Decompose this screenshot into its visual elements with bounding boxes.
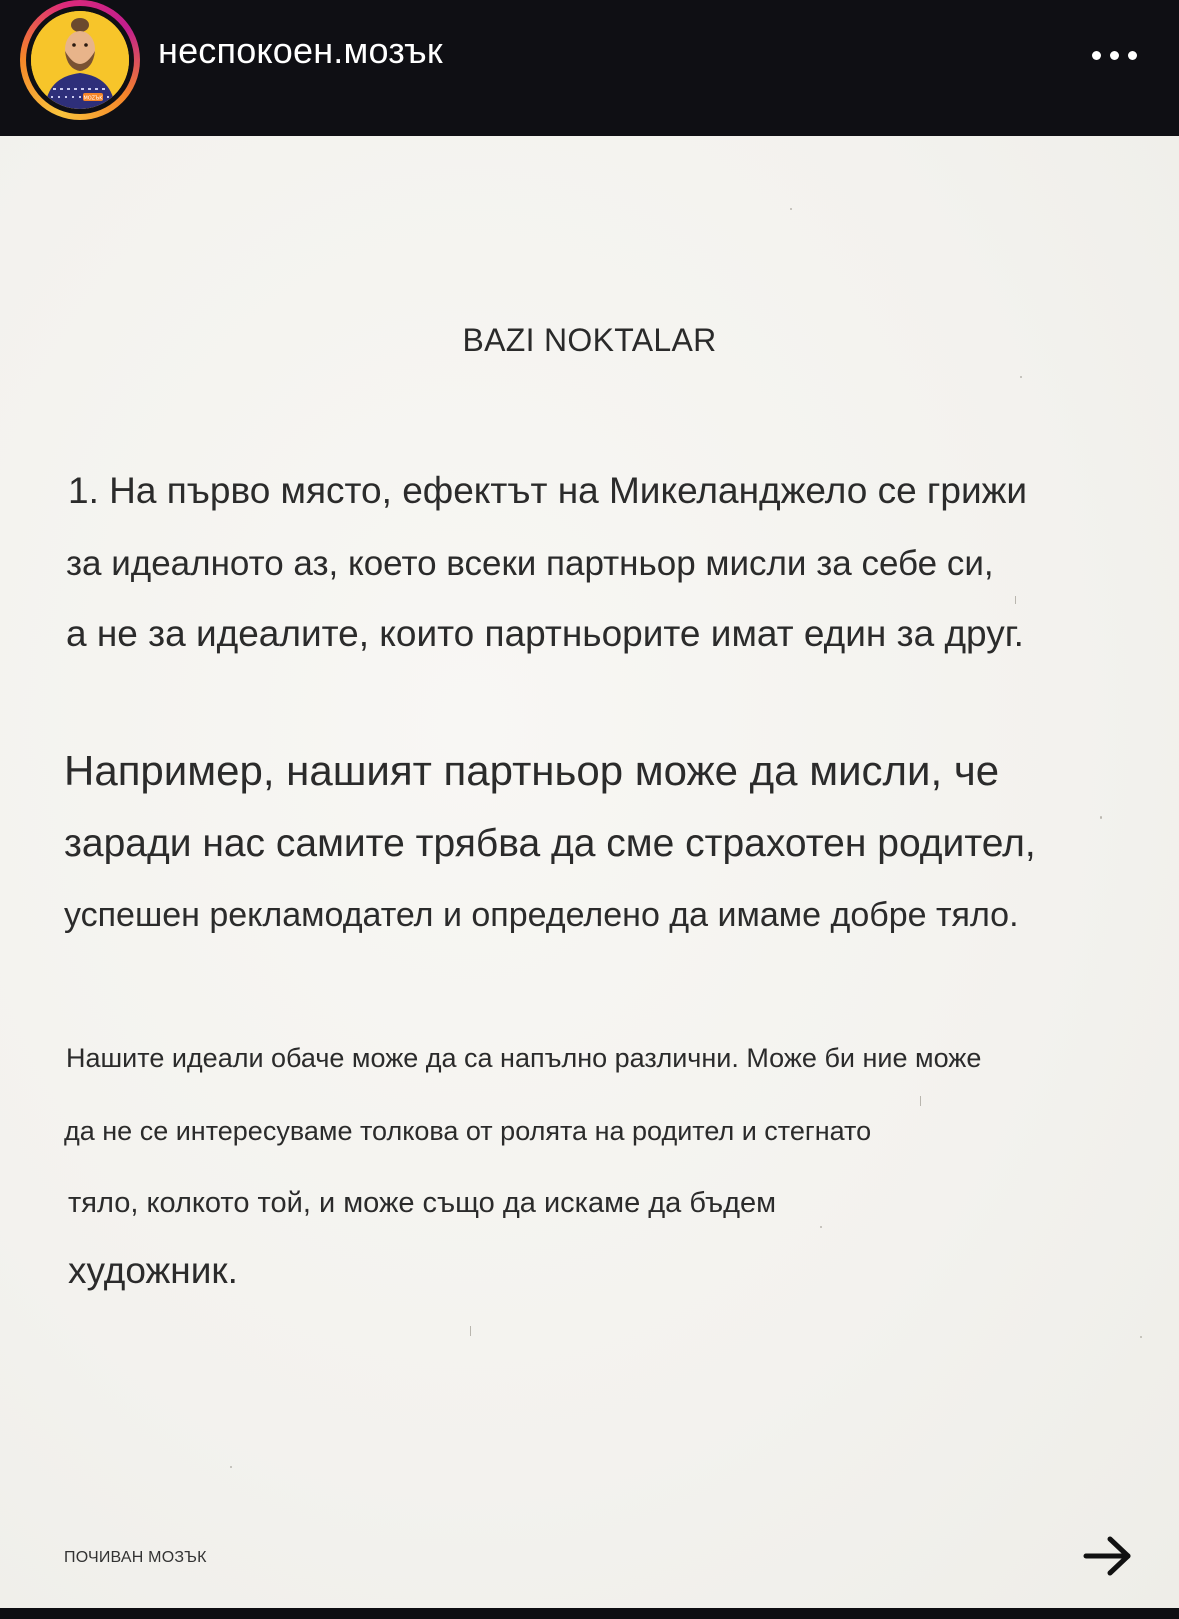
paragraph-1-line: а не за идеалите, които партньорите имат един за друг. — [66, 613, 1024, 654]
paragraph-3-line: художник. — [68, 1250, 238, 1291]
avatar[interactable] — [31, 11, 129, 109]
arrow-right-icon[interactable] — [1080, 1531, 1136, 1581]
avatar-illustration — [31, 11, 129, 109]
paragraph-1-line: 1. На първо място, ефектът на Микеланджело се грижи — [68, 470, 1028, 511]
bottom-edge — [0, 1608, 1179, 1619]
post-header — [0, 0, 1179, 136]
paper-texture — [790, 208, 792, 210]
svg-text:MOZЪK: MOZЪK — [83, 95, 103, 102]
paragraph-3-line: Нашите идеали обаче може да са напълно различни. Може би ние може — [66, 1043, 982, 1073]
post-title: BAZI NOKTALAR — [462, 322, 717, 358]
paragraph-2-line: Например, нашият партньор може да мисли, че — [64, 747, 1000, 794]
paragraph-2-line: успешен рекламодател и определено да имаме добре тяло. — [64, 896, 1019, 934]
paragraph-1-line: за идеалното аз, което всеки партньор мисли за себе си, — [66, 544, 994, 583]
story-ring[interactable] — [20, 0, 140, 120]
footer-label: ПОЧИВАН МОЗЪК — [64, 1549, 207, 1566]
paragraph-2-line: заради нас самите трябва да сме страхотен родител, — [64, 822, 1036, 865]
paragraph-3-line: да не се интересуваме толкова от ролята на родител и стегнато — [64, 1116, 872, 1146]
paragraph-3-line: тяло, колкото той, и може също да искаме да бъдем — [68, 1187, 777, 1219]
username[interactable]: неспокоен.мозък — [158, 30, 443, 71]
post-image — [0, 136, 1179, 1608]
more-dots-icon[interactable] — [1084, 40, 1144, 70]
